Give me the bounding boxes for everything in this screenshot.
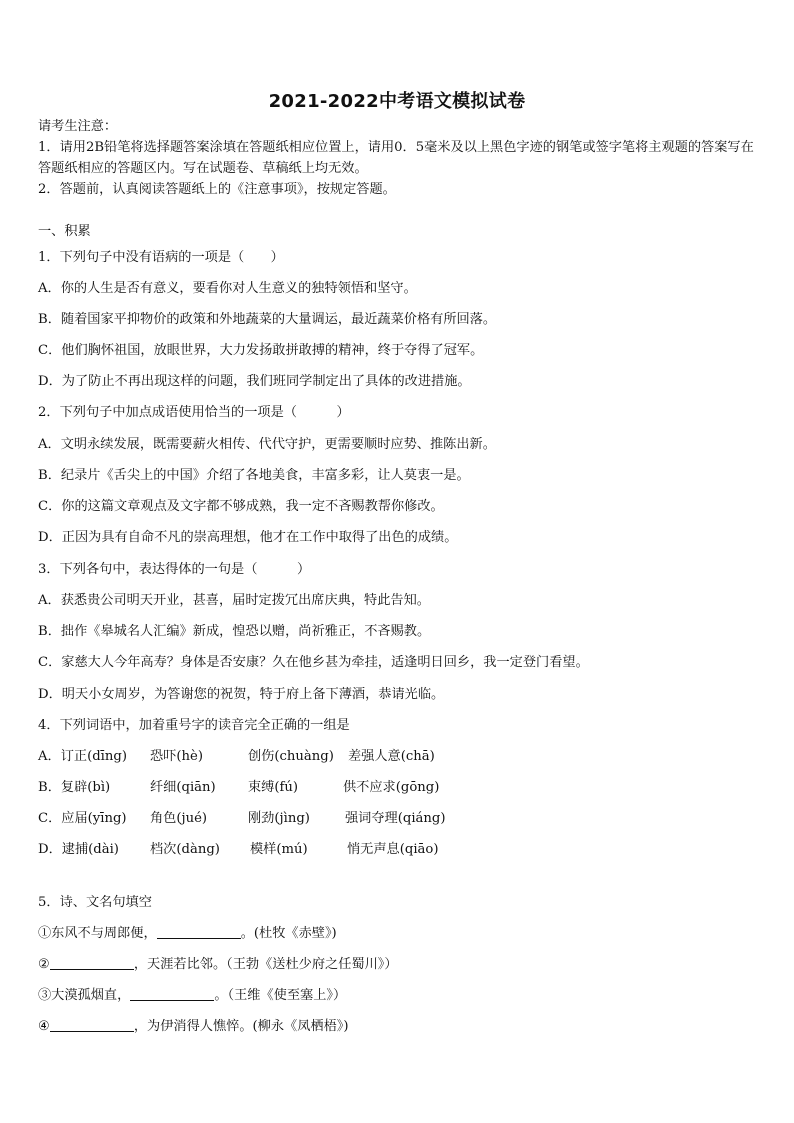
question-2-stem: 2．下列句子中加点成语使用恰当的一项是（ ） — [38, 405, 350, 420]
question-3-stem: 3．下列各句中，表达得体的一句是（ ） — [38, 562, 311, 577]
q5-line-4-suffix: ，为伊消得人憔悴。(柳永《凤栖梧》) — [133, 1019, 349, 1034]
q4-c-word-3: 刚劲(jìng) — [248, 811, 310, 826]
q5-line-1 — [38, 924, 758, 944]
q5-line-3-prefix: ③大漠孤烟直， — [38, 988, 131, 1003]
q4-d-word-3: 模样(mú) — [250, 842, 308, 857]
notice-item-1: 1．请用2B铅笔将选择题答案涂填在答题纸相应位置上，请用0．5毫米及以上黑色字迹的钢笔或签字笔将主观题的答案写在答题纸相应的答题区内。写在试题卷、草稿纸上均无效。 — [38, 140, 754, 176]
question-1-option-a: A．你的人生是否有意义，要看你对人生意义的独特领悟和坚守。 — [38, 281, 417, 296]
q5-line-3-suffix: 。（王维《使至塞上》） — [214, 988, 347, 1003]
q4-c-word-2: 角色(jué) — [150, 811, 208, 826]
section-heading: 一、积累 — [38, 224, 91, 239]
question-3-option-a: A．获悉贵公司明天开业，甚喜，届时定拨冗出席庆典，特此告知。 — [38, 593, 430, 608]
q4-b-word-2: 纤细(qiān) — [150, 780, 216, 795]
question-2-option-b: B．纪录片《舌尖上的中国》介绍了各地美食，丰富多彩，让人莫衷一是。 — [38, 468, 470, 483]
q4-d-word-2: 档次(dàng) — [150, 842, 220, 857]
q4-c-word-4: 强词夺理(qiáng) — [345, 811, 446, 826]
question-1-option-c: C．他们胸怀祖国，放眼世界，大力发扬敢拼敢搏的精神，终于夺得了冠军。 — [38, 343, 484, 358]
page-title: 2021-2022中考语文模拟试卷 — [268, 91, 526, 112]
answer-blank-1[interactable] — [157, 924, 241, 939]
q4-a-word-2: 恐吓(hè) — [150, 749, 203, 764]
notice-header: 请考生注意： — [38, 119, 118, 134]
q4-c-word-1: C．应届(yīng) — [38, 811, 127, 826]
question-1-stem: 1．下列句子中没有语病的一项是（ ） — [38, 250, 284, 265]
question-3-option-b: B．拙作《皋城名人汇编》新成，惶恐以赠，尚祈雅正，不吝赐教。 — [38, 624, 431, 639]
answer-blank-3[interactable] — [130, 986, 214, 1001]
q5-line-1-suffix: 。(杜牧《赤壁》) — [240, 926, 337, 941]
q5-line-2-suffix: ，天涯若比邻。（王勃《送杜少府之任蜀川》） — [133, 957, 398, 972]
q4-d-word-1: D．逮捕(dài) — [38, 842, 119, 857]
question-2-option-d: D．正因为具有自命不凡的崇高理想，他才在工作中取得了出色的成绩。 — [38, 530, 458, 545]
q5-line-1-prefix: ①东风不与周郎便， — [38, 926, 157, 941]
q5-line-2-prefix: ② — [38, 957, 50, 972]
q4-d-word-4: 悄无声息(qiāo) — [347, 842, 439, 857]
question-2-option-a: A．文明永续发展，既需要薪火相传、代代守护，更需要顺时应势、推陈出新。 — [38, 437, 496, 452]
q5-line-4-prefix: ④ — [38, 1019, 50, 1034]
q4-b-word-3: 束缚(fú) — [248, 780, 299, 795]
question-3-option-c: C．家慈大人今年高寿？身体是否安康？久在他乡甚为牵挂，适逢明日回乡，我一定登门看望。 — [38, 655, 589, 670]
answer-blank-2[interactable] — [50, 955, 134, 970]
notice-item-2: 2．答题前，认真阅读答题纸上的《注意事项》，按规定答题。 — [38, 182, 396, 197]
question-1-option-b: B．随着国家平抑物价的政策和外地蔬菜的大量调运，最近蔬菜价格有所回落。 — [38, 312, 497, 327]
q4-b-word-1: B．复辟(bì) — [38, 780, 111, 795]
question-1-option-d: D．为了防止不再出现这样的问题，我们班同学制定出了具体的改进措施。 — [38, 374, 471, 389]
q5-line-3 — [38, 986, 758, 1006]
answer-blank-4[interactable] — [50, 1017, 134, 1032]
question-4-stem: 4．下列词语中，加着重号字的读音完全正确的一组是 — [38, 718, 350, 733]
q4-a-word-1: A．订正(dīng) — [38, 749, 127, 764]
q4-a-word-4: 差强人意(chā) — [348, 749, 435, 764]
question-2-option-c: C．你的这篇文章观点及文字都不够成熟，我一定不吝赐教帮你修改。 — [38, 499, 444, 514]
q4-a-word-3: 创伤(chuàng) — [248, 749, 334, 764]
q4-b-word-4: 供不应求(gōng) — [343, 780, 440, 795]
question-5-stem: 5．诗、文名句填空 — [38, 895, 152, 910]
q5-line-4 — [38, 1017, 758, 1037]
q5-line-2 — [38, 955, 758, 975]
question-3-option-d: D．明天小女周岁，为答谢您的祝贺，特于府上备下薄酒，恭请光临。 — [38, 687, 445, 702]
